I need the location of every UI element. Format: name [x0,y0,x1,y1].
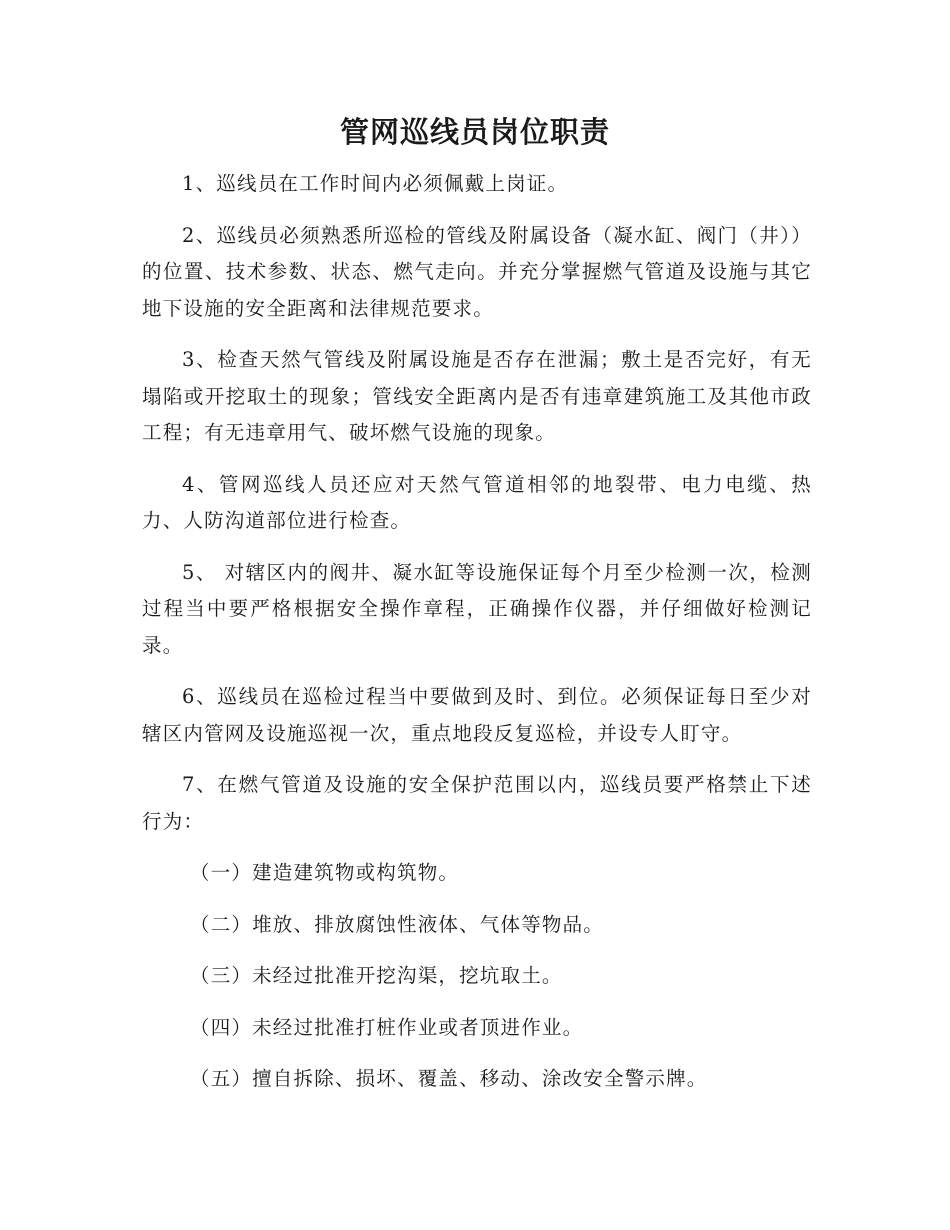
duty-paragraph-6: 6、巡线员在巡检过程当中要做到及时、到位。必须保证每日至少对辖区内管网及设施巡视一次，重点地段反复巡检，并设专人盯守。 [142,685,812,745]
prohibited-item-3: （三）未经过批准开挖沟渠，挖坑取土。 [190,964,563,987]
duty-paragraph-2: 2、巡线员必须熟悉所巡检的管线及附属设备（凝水缸、阀门（井））的位置、技术参数、状态、燃气走向。并充分掌握燃气管道及设施与其它地下设施的安全距离和法律规范要求。 [142,223,812,320]
duty-paragraph-3: 3、检查天然气管线及附属设施是否存在泄漏；敷土是否完好，有无塌陷或开挖取土的现象；管线安全距离内是否有违章建筑施工及其他市政工程；有无违章用气、破坏燃气设施的现象。 [142,348,812,444]
prohibited-item-5: （五）擅自拆除、损坏、覆盖、移动、涂改安全警示牌。 [190,1067,708,1090]
duty-paragraph-1: 1、巡线员在工作时间内必须佩戴上岗证。 [182,172,569,195]
document-body [142,166,812,1113]
prohibited-item-2: （二）堆放、排放腐蚀性液体、气体等物品。 [190,912,605,936]
duty-paragraph-4: 4、管网巡线人员还应对天然气管道相邻的地裂带、电力电缆、热力、人防沟道部位进行检查。 [142,472,812,532]
document-title: 管网巡线员岗位职责 [339,115,610,149]
prohibited-item-1: （一）建造建筑物或构筑物。 [190,861,460,884]
duty-paragraph-7: 7、在燃气管道及设施的安全保护范围以内，巡线员要严格禁止下述行为： [142,773,812,833]
duty-paragraph-5: 5、 对辖区内的阀井、凝水缸等设施保证每个月至少检测一次，检测过程当中要严格根据安全操作章程，正确操作仪器，并仔细做好检测记录。 [142,560,812,657]
prohibited-item-4: （四）未经过批准打桩作业或者顶进作业。 [190,1015,584,1039]
